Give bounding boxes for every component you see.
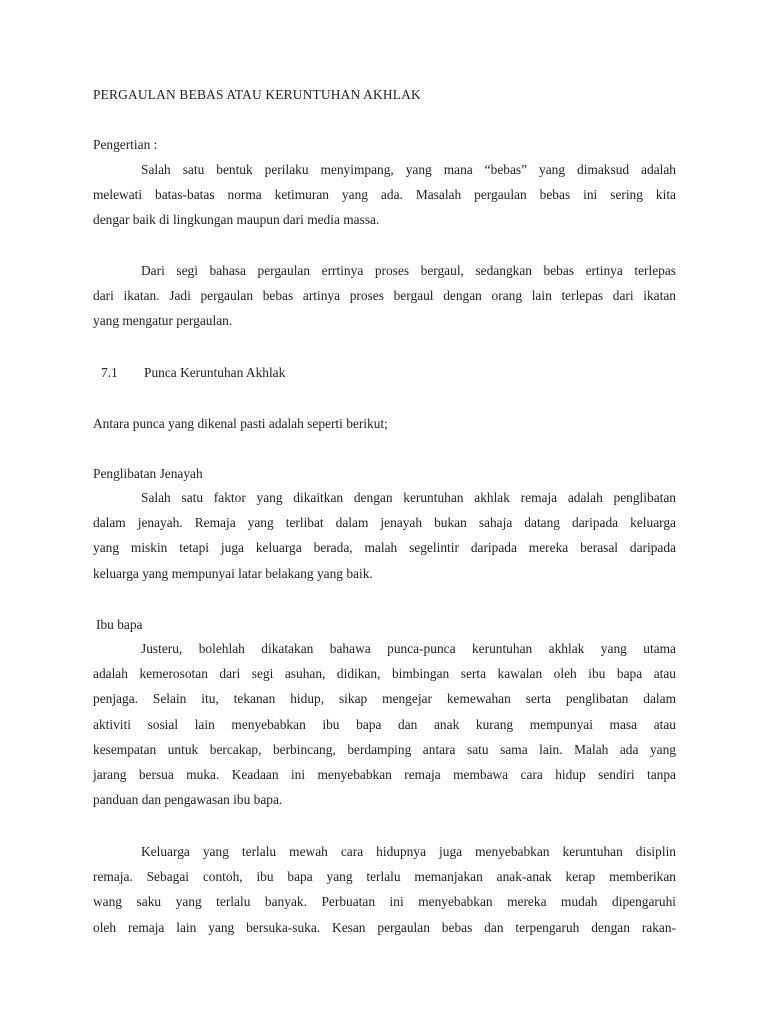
text-line: Keluarga yang terlalu mewah cara hidupnya juga menyebabkan keruntuhan disiplin [141,844,676,859]
pengertian-heading: Pengertian : [93,137,158,152]
jenayah-paragraph [93,485,676,586]
text-line: oleh remaja lain yang bersuka-suka. Kesan pergaulan bebas dan terpengaruh dengan rakan- [93,919,676,935]
text-line: dari ikatan. Jadi pergaulan bebas artinya proses bergaul dengan orang lain terlepas dari ikatan [93,288,676,304]
pengertian-paragraph-2 [93,258,676,334]
text-line: Salah satu bentuk perilaku menyimpang, yang mana “bebas” yang dimaksud adalah [141,162,676,177]
text-line: remaja. Sebagai contoh, ibu bapa yang terlalu memanjakan anak-anak kerap memberikan [93,869,676,885]
text-line: wang saku yang terlalu banyak. Perbuatan ini menyebabkan mereka mudah dipengaruhi [93,894,676,910]
text-line: dengar baik di lingkungan maupun dari media massa. [93,212,380,228]
text-line: Justeru, bolehlah dikatakan bahawa punca-punca keruntuhan akhlak yang utama [141,641,676,656]
text-line: aktiviti sosial lain menyebabkan ibu bapa dan anak kurang mempunyai masa atau [93,716,676,732]
ibubapa-heading: Ibu bapa [96,617,143,632]
section-intro: Antara punca yang dikenal pasti adalah seperti berikut; [93,416,388,431]
document-title: PERGAULAN BEBAS ATAU KERUNTUHAN AKHLAK [93,87,421,102]
text-line: penjaga. Selain itu, tekanan hidup, sikap mengejar kemewahan serta penglibatan dalam [93,691,676,707]
pengertian-paragraph-1 [93,157,676,233]
text-line: dalam jenayah. Remaja yang terlibat dalam jenayah bukan sahaja datang daripada keluarga [93,515,676,531]
ibubapa-paragraph-2 [93,839,676,940]
text-line: yang mengatur pergaulan. [93,313,233,329]
text-line: yang miskin tetapi juga keluarga berada, malah segelintir daripada mereka berasal daripada [93,540,676,556]
text-line: melewati batas-batas norma ketimuran yang ada. Masalah pergaulan bebas ini sering kita [93,187,676,203]
text-line: adalah kemerosotan dari segi asuhan, didikan, bimbingan serta kawalan oleh ibu bapa atau [93,666,676,682]
text-line: keluarga yang mempunyai latar belakang yang baik. [93,565,373,581]
text-line: panduan dan pengawasan ibu bapa. [93,792,283,808]
text-line: kesempatan untuk bercakap, berbincang, berdamping antara satu sama lain. Malah ada yang [93,741,676,757]
text-line: jarang bersua muka. Keadaan ini menyebabkan remaja membawa cara hidup sendiri tanpa [93,766,676,782]
section-title: Punca Keruntuhan Akhlak [144,365,286,380]
section-number: 7.1 [101,365,118,380]
jenayah-heading: Penglibatan Jenayah [93,466,203,481]
text-line: Dari segi bahasa pergaulan errtinya proses bergaul, sedangkan bebas ertinya terlepas [141,263,676,278]
ibubapa-paragraph-1 [93,636,676,812]
text-line: Salah satu faktor yang dikaitkan dengan keruntuhan akhlak remaja adalah penglibatan [141,490,676,505]
